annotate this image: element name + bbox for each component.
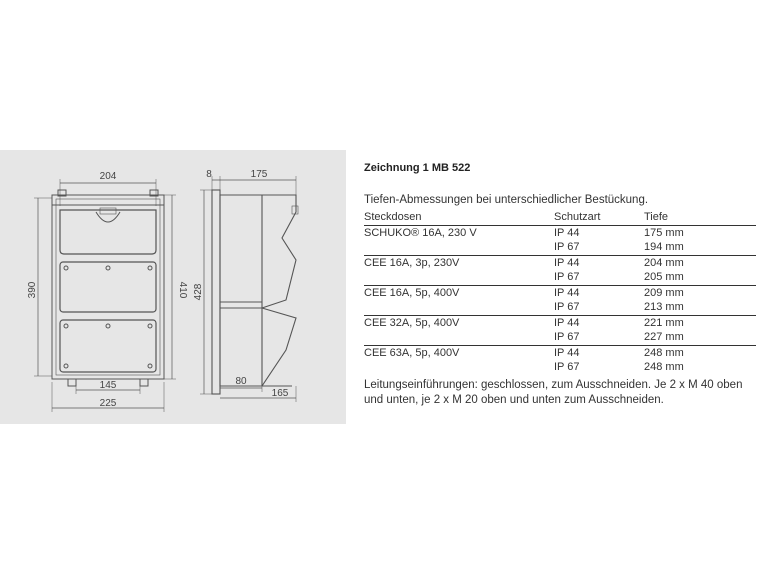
side-view (200, 176, 298, 402)
socket-cell: SCHUKO® 16A, 230 V (364, 226, 477, 239)
depth-cell: 205 mm (644, 270, 756, 285)
table-row (364, 315, 756, 330)
depth-cell: 204 mm (644, 256, 684, 269)
dim-side-height: 428 (193, 283, 204, 301)
drawing-title: Zeichnung 1 MB 522 (364, 162, 471, 174)
protection-cell: IP 44 (554, 286, 580, 299)
depth-cell: 213 mm (644, 300, 756, 315)
protection-cell: IP 44 (554, 226, 580, 239)
drawing-svg (0, 150, 346, 424)
dim-front-height-right: 410 (177, 281, 188, 299)
depth-cell: 227 mm (644, 330, 756, 345)
protection-cell: IP 67 (554, 361, 580, 374)
protection-cell: IP 67 (554, 240, 644, 255)
dim-side-bottom-inner: 80 (235, 376, 247, 387)
dim-side-top-width: 175 (250, 169, 268, 180)
header-tiefe: Tiefe (644, 210, 756, 225)
protection-cell: IP 67 (554, 330, 644, 345)
table-row (364, 345, 756, 360)
technical-drawing (0, 150, 346, 424)
spec-panel (364, 161, 759, 408)
socket-cell: CEE 16A, 5p, 400V (364, 286, 460, 299)
socket-cell (364, 270, 554, 285)
protection-cell: IP 44 (554, 316, 580, 329)
socket-cell (364, 240, 554, 255)
table-header-row (364, 210, 756, 225)
table-row (364, 285, 756, 300)
depth-cell: 248 mm (644, 346, 684, 359)
front-view (34, 179, 176, 412)
depth-cell: 175 mm (644, 226, 684, 239)
dim-front-top-width: 204 (99, 171, 117, 182)
protection-cell: IP 67 (554, 300, 644, 315)
protection-cell: IP 44 (554, 346, 580, 359)
socket-cell: CEE 63A, 5p, 400V (364, 346, 460, 359)
depth-cell: 194 mm (644, 240, 756, 255)
table-row (364, 300, 756, 315)
depth-cell: 248 mm (644, 361, 684, 374)
header-steckdosen: Steckdosen (364, 210, 554, 225)
dim-front-bottom-width: 225 (99, 398, 117, 409)
protection-cell: IP 67 (554, 270, 644, 285)
table-row (364, 225, 756, 240)
table-subtitle: Tiefen-Abmessungen bei unterschiedlicher Bestückung. (364, 194, 649, 206)
table-row (364, 330, 756, 345)
socket-cell: CEE 16A, 3p, 230V (364, 256, 460, 269)
depth-cell: 209 mm (644, 286, 684, 299)
dim-front-height-left: 390 (27, 281, 38, 299)
dim-side-bottom-width: 165 (271, 388, 289, 399)
socket-cell (364, 360, 554, 375)
table-row (364, 270, 756, 285)
table-row (364, 255, 756, 270)
dim-front-bottom-inner: 145 (99, 380, 117, 391)
depth-table (364, 210, 756, 375)
table-row (364, 360, 756, 375)
socket-cell (364, 330, 554, 345)
depth-cell: 221 mm (644, 316, 684, 329)
protection-cell: IP 44 (554, 256, 580, 269)
header-schutzart: Schutzart (554, 210, 644, 225)
table-row (364, 240, 756, 255)
socket-cell: CEE 32A, 5p, 400V (364, 316, 460, 329)
dim-side-top-left: 8 (206, 169, 212, 180)
socket-cell (364, 300, 554, 315)
cable-entry-note: Leitungseinführungen: geschlossen, zum Ausschneiden. Je 2 x M 40 oben und unten, je 2 x M 20 oben und unten zum Ausschneiden. (364, 378, 743, 406)
